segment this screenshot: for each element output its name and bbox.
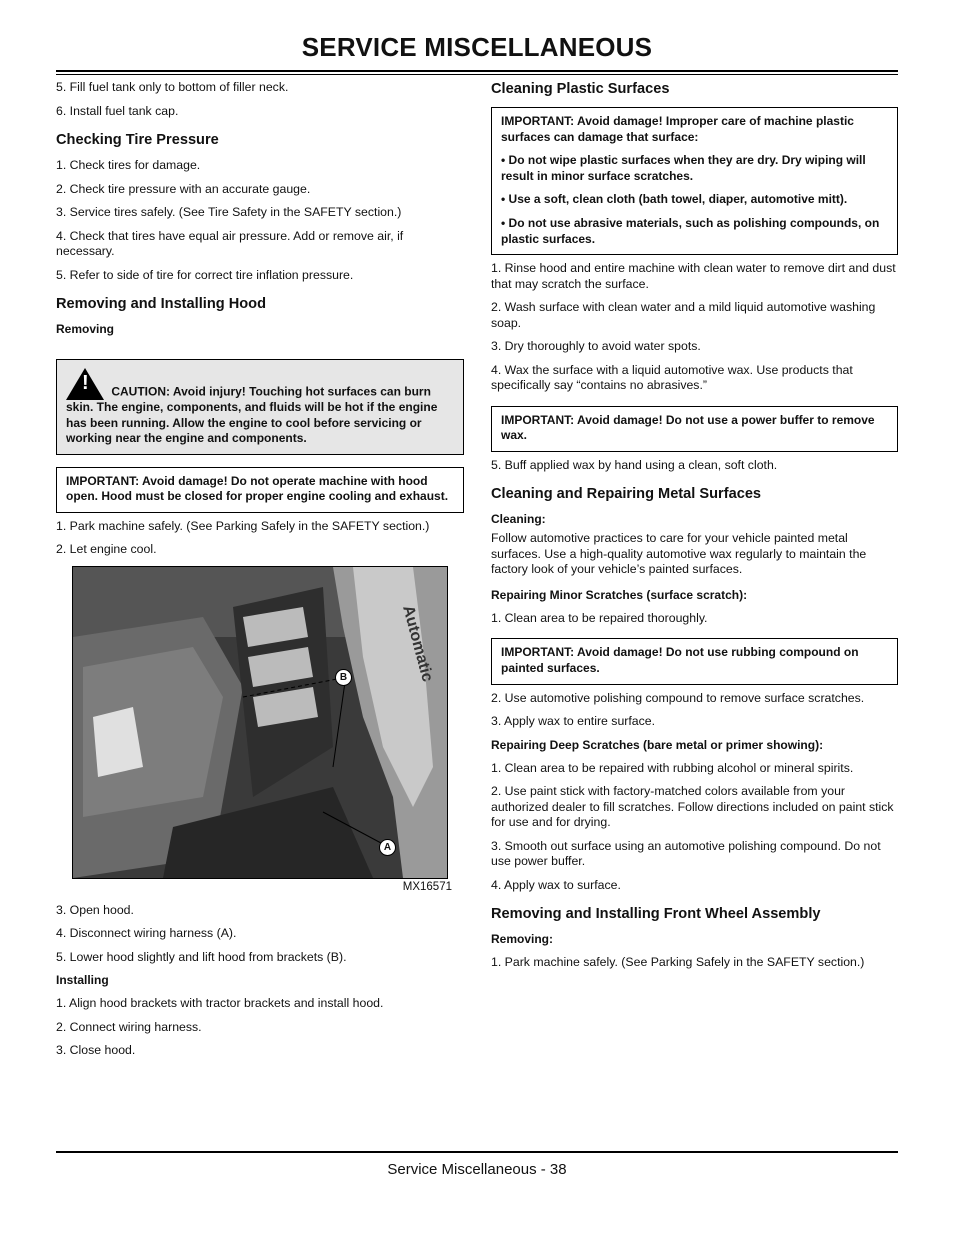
left-column — [56, 80, 464, 1067]
subheading-cleaning: Cleaning: — [491, 512, 546, 527]
header-rule-thin — [56, 74, 898, 75]
hood-decal-text: Automatic — [399, 603, 436, 684]
engine-photo-illustration — [73, 567, 447, 878]
box-line: IMPORTANT: Avoid damage! Improper care of machine plastic surfaces can damage that surface: — [501, 114, 854, 144]
step: 1. Rinse hood and entire machine with clean water to remove dirt and dust that may scratch the surface. — [491, 261, 896, 291]
section-heading-metal: Cleaning and Repairing Metal Surfaces — [491, 486, 762, 503]
step: 3. Open hood. — [56, 902, 134, 917]
box-line: • Do not use abrasive materials, such as polishing compounds, on plastic surfaces. — [501, 215, 880, 246]
figure-caption: MX16571 — [402, 880, 452, 893]
step: 2. Wash surface with clean water and a mild liquid automotive washing soap. — [491, 300, 876, 330]
page-footer: Service Miscellaneous - 38 — [387, 1161, 567, 1178]
step: 1. Park machine safely. (See Parking Safely in the SAFETY section.) — [491, 955, 865, 970]
footer-rule — [56, 1151, 898, 1153]
subheading-installing: Installing — [56, 973, 109, 988]
section-heading-hood: Removing and Installing Hood — [56, 296, 266, 312]
step: 2. Use paint stick with factory-matched colors available from your authorized dealer to fill scratches. Follow directions included on paint stick for use and for drying. — [491, 784, 894, 830]
step: 4. Disconnect wiring harness (A). — [56, 926, 237, 941]
step: 1. Park machine safely. (See Parking Safely in the SAFETY section.) — [56, 518, 430, 533]
caution-box — [56, 359, 464, 455]
step: 1. Clean area to be repaired thoroughly. — [491, 610, 708, 625]
step: 3. Dry thoroughly to avoid water spots. — [491, 339, 701, 354]
important-box-hood — [56, 467, 464, 513]
step: 6. Install fuel tank cap. — [56, 103, 179, 118]
subheading-removing: Removing — [56, 322, 115, 336]
step: 5. Fill fuel tank only to bottom of filler neck. — [56, 80, 289, 94]
page-title: SERVICE MISCELLANEOUS — [301, 32, 653, 62]
section-heading-tire-pressure: Checking Tire Pressure — [56, 132, 219, 148]
step: 3. Close hood. — [56, 1043, 136, 1058]
warning-triangle-icon: ! — [66, 368, 104, 400]
step: 1. Clean area to be repaired with rubbing alcohol or mineral spirits. — [491, 760, 854, 775]
step: 2. Use automotive polishing compound to remove surface scratches. — [491, 690, 865, 705]
section-heading-front-wheel: Removing and Installing Front Wheel Assembly — [491, 906, 821, 923]
important-box-plastic — [491, 107, 898, 255]
subheading-deep-scratches: Repairing Deep Scratches (bare metal or primer showing): — [491, 737, 824, 752]
important-box-rubbing — [491, 638, 898, 684]
step: 1. Check tires for damage. — [56, 158, 201, 172]
right-column — [491, 80, 898, 979]
step: 4. Check that tires have equal air pressure. Add or remove air, if necessary. — [56, 228, 404, 258]
step: 5. Buff applied wax by hand using a clean, soft cloth. — [491, 457, 778, 472]
important-box-buffer — [491, 406, 898, 452]
step: 3. Service tires safely. (See Tire Safety in the SAFETY section.) — [56, 205, 402, 219]
step: 4. Apply wax to surface. — [491, 877, 621, 892]
box-line: • Use a soft, clean cloth (bath towel, diaper, automotive mitt). — [501, 192, 848, 207]
important-text: IMPORTANT: Avoid damage! Do not operate machine with hood open. Hood must be closed for proper engine cooling and exhaust. — [66, 473, 449, 504]
important-text: IMPORTANT: Avoid damage! Do not use a power buffer to remove wax. — [501, 412, 875, 443]
caution-text: CAUTION: Avoid injury! Touching hot surfaces can burn skin. The engine, components, and fluids will be hot if the engine has been running. Allow the engine to cool before servicing or working near the engine and components. — [66, 384, 438, 446]
paragraph: Follow automotive practices to care for your vehicle painted metal surfaces. Use a high-quality automotive wax regularly to maintain the factory look of your vehicle’s painted surfaces. — [491, 531, 867, 577]
step: 4. Wax the surface with a liquid automotive wax. Use products that specifically say “contains no abrasives.” — [491, 362, 853, 393]
callout-b: B — [335, 669, 352, 686]
step: 3. Smooth out surface using an automotive polishing compound. Do not use power buffer. — [491, 838, 881, 869]
subheading-minor-scratches: Repairing Minor Scratches (surface scratch): — [491, 587, 748, 602]
subheading-wheel-removing: Removing: — [491, 932, 554, 947]
step: 5. Lower hood slightly and lift hood from brackets (B). — [56, 949, 347, 964]
step: 2. Connect wiring harness. — [56, 1019, 202, 1034]
step: 2. Check tire pressure with an accurate gauge. — [56, 181, 311, 196]
step: 1. Align hood brackets with tractor brackets and install hood. — [56, 996, 384, 1011]
header-rule — [56, 70, 898, 72]
section-heading-plastic: Cleaning Plastic Surfaces — [491, 81, 670, 97]
step: 5. Refer to side of tire for correct tire inflation pressure. — [56, 267, 354, 282]
important-text: IMPORTANT: Avoid damage! Do not use rubbing compound on painted surfaces. — [501, 645, 859, 675]
box-line: • Do not wipe plastic surfaces when they are dry. Dry wiping will result in minor surface scratches. — [501, 153, 866, 183]
hood-removal-figure — [72, 566, 448, 879]
step: 3. Apply wax to entire surface. — [491, 714, 656, 729]
callout-a: A — [379, 839, 396, 856]
step: 2. Let engine cool. — [56, 542, 157, 557]
